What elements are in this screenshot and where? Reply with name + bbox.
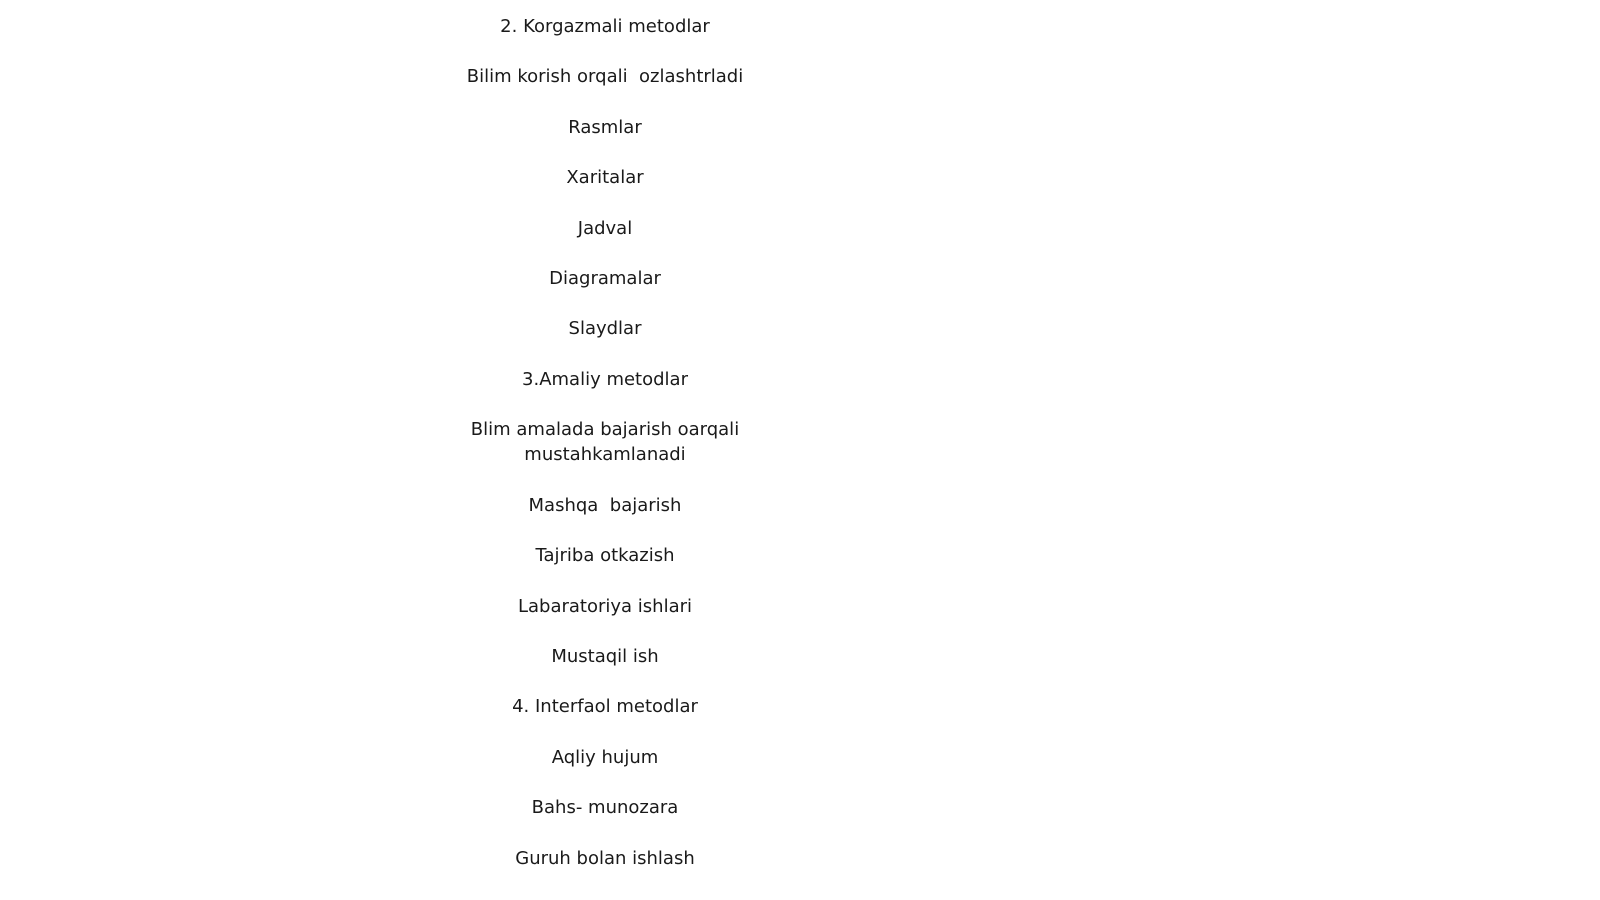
- list-item: Labaratoriya ishlari: [517, 596, 693, 617]
- list-item: Diagramalar: [549, 268, 661, 289]
- heading-amaliy-metodlar: 3.Amaliy metodlar: [522, 369, 688, 390]
- text-line: Bilim korish orqali ozlashtrladi: [466, 66, 744, 87]
- list-item: Mustaqil ish: [551, 646, 659, 667]
- list-item: Xaritalar: [566, 167, 644, 188]
- list-item: Mashqa bajarish: [528, 495, 682, 516]
- text-line: Blim amalada bajarish oarqali mustahkamlanadi: [470, 419, 740, 465]
- list-item: Bahs- munozara: [531, 797, 679, 818]
- list-item: Guruh bolan ishlash: [515, 848, 695, 869]
- list-item: Rasmlar: [568, 117, 642, 138]
- list-item: Aqliy hujum: [551, 747, 659, 768]
- heading-korgazmali-metodlar: 2. Korgazmali metodlar: [500, 16, 710, 37]
- heading-interfaol-metodlar: 4. Interfaol metodlar: [512, 696, 698, 717]
- list-item: Slaydlar: [568, 318, 642, 339]
- list-item: Tajriba otkazish: [535, 545, 675, 566]
- list-item: Jadval: [577, 218, 633, 239]
